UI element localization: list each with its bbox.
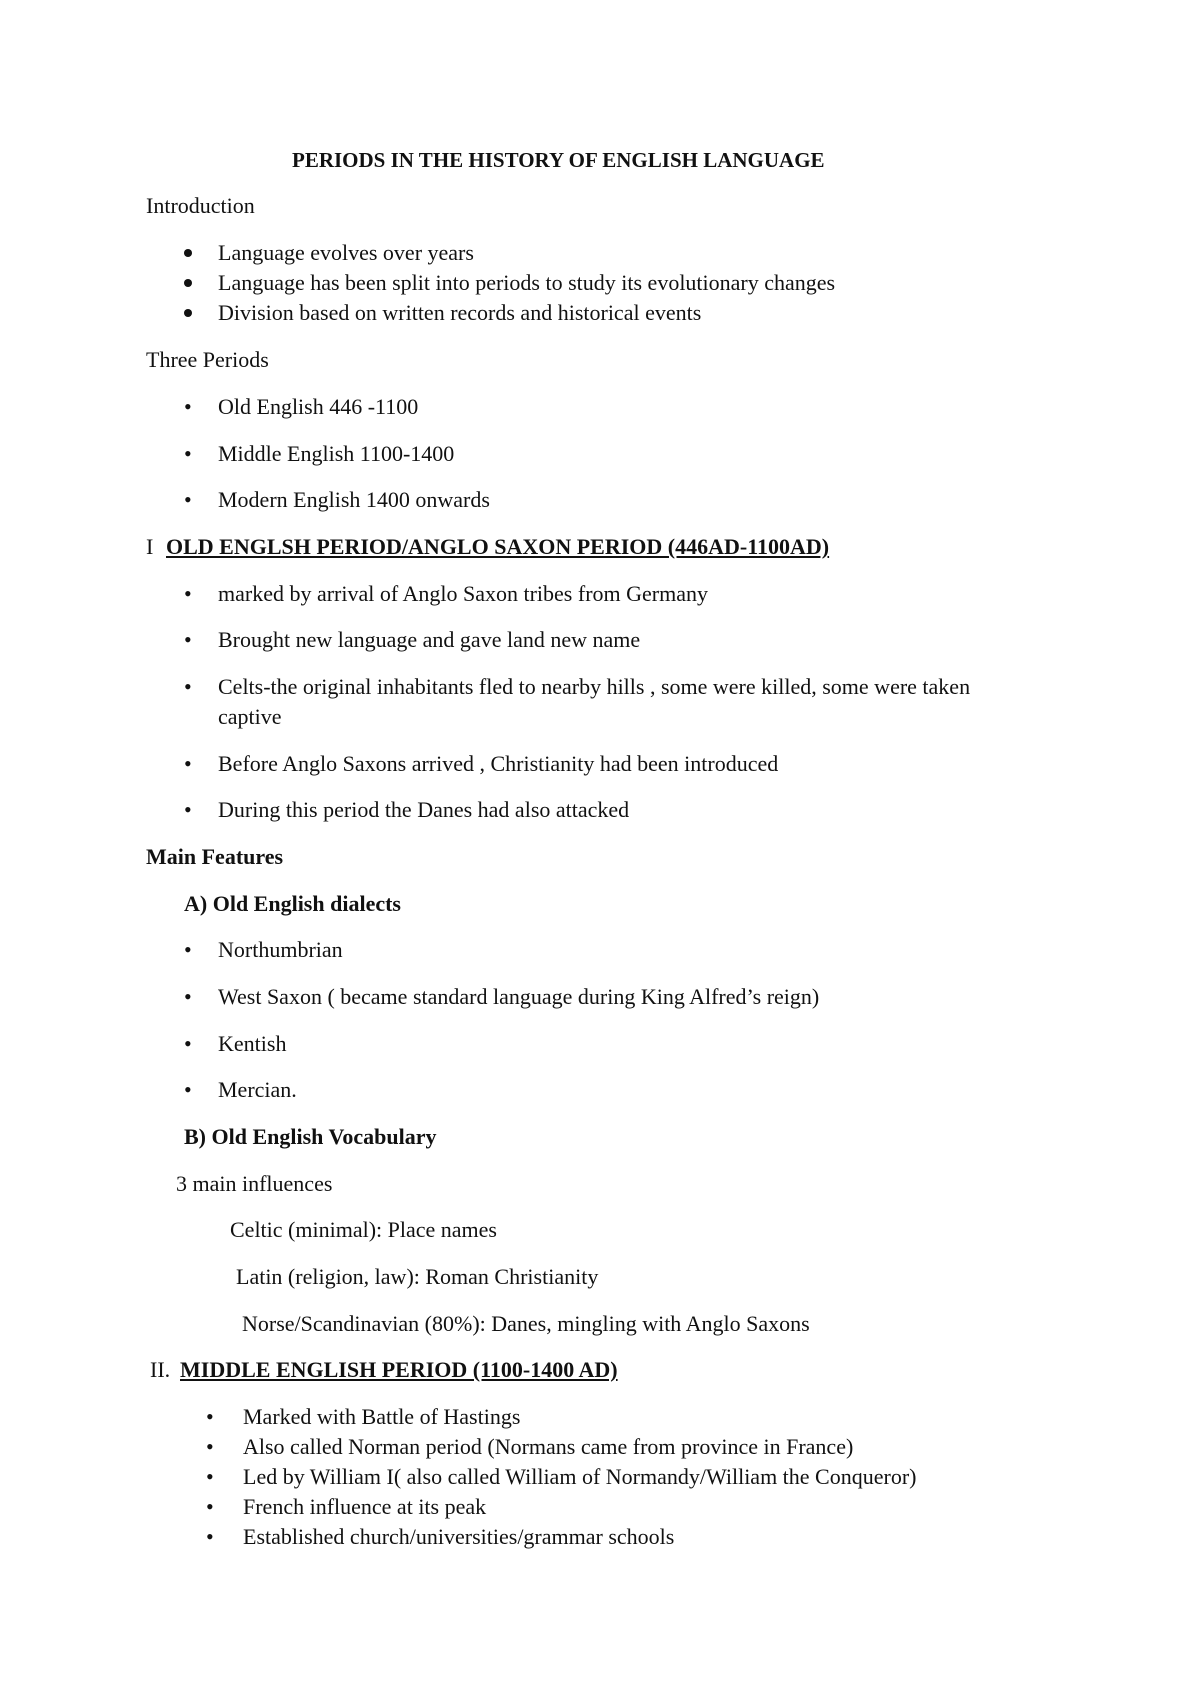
bullet-icon: •: [184, 984, 192, 1009]
bullet-icon: •: [184, 674, 192, 699]
bullet-icon: •: [184, 627, 192, 652]
bullet-icon: •: [184, 751, 192, 776]
bullet-icon: •: [184, 937, 192, 962]
list-item-continuation: captive: [218, 704, 282, 729]
bullet-icon: •: [184, 441, 192, 466]
list-item: During this period the Danes had also attacked: [218, 797, 630, 822]
influence-item: Latin (religion, law): Roman Christianity: [236, 1264, 599, 1289]
bullet-icon: •: [184, 487, 192, 512]
vocabulary-heading: B) Old English Vocabulary: [184, 1124, 437, 1149]
section-number: II.: [150, 1357, 171, 1382]
influence-item: Celtic (minimal): Place names: [230, 1217, 497, 1242]
list-item: Language has been split into periods to study its evolutionary changes: [218, 270, 836, 295]
list-item: Established church/universities/grammar schools: [243, 1524, 675, 1549]
bullet-icon: [184, 249, 192, 257]
bullet-icon: •: [184, 394, 192, 419]
bullet-icon: [184, 279, 192, 287]
list-item: Middle English 1100-1400: [218, 441, 455, 466]
influence-item: Norse/Scandinavian (80%): Danes, mingling with Anglo Saxons: [242, 1311, 810, 1336]
bullet-icon: •: [206, 1494, 214, 1519]
bullet-icon: •: [206, 1464, 214, 1489]
list-item: French influence at its peak: [243, 1494, 487, 1519]
list-item: Brought new language and gave land new name: [218, 627, 641, 652]
three-periods-heading: Three Periods: [146, 347, 269, 372]
list-item: Led by William I( also called William of Normandy/William the Conqueror): [243, 1464, 917, 1489]
list-item: Also called Norman period (Normans came from province in France): [243, 1434, 854, 1459]
list-item: Celts-the original inhabitants fled to nearby hills , some were killed, some were taken: [218, 674, 971, 699]
main-features-heading: Main Features: [146, 844, 284, 869]
list-item: Mercian.: [218, 1077, 297, 1102]
section-heading: OLD ENGLSH PERIOD/ANGLO SAXON PERIOD (446AD-1100AD): [166, 534, 830, 559]
bullet-icon: •: [206, 1434, 214, 1459]
bullet-icon: •: [184, 1077, 192, 1102]
list-item: Modern English 1400 onwards: [218, 487, 490, 512]
section-heading: MIDDLE ENGLISH PERIOD (1100-1400 AD): [180, 1357, 618, 1382]
dialects-heading: A) Old English dialects: [184, 891, 401, 916]
bullet-icon: •: [184, 1031, 192, 1056]
list-item: Kentish: [218, 1031, 287, 1056]
list-item: Old English 446 -1100: [218, 394, 419, 419]
bullet-icon: [184, 309, 192, 317]
bullet-icon: •: [184, 581, 192, 606]
list-item: Marked with Battle of Hastings: [243, 1404, 521, 1429]
influences-intro: 3 main influences: [176, 1171, 333, 1196]
bullet-icon: •: [184, 797, 192, 822]
list-item: Northumbrian: [218, 937, 343, 962]
bullet-icon: •: [206, 1524, 214, 1549]
bullet-icon: •: [206, 1404, 214, 1429]
list-item: Language evolves over years: [218, 240, 474, 265]
page-title: PERIODS IN THE HISTORY OF ENGLISH LANGUAGE: [292, 148, 825, 172]
list-item: marked by arrival of Anglo Saxon tribes from Germany: [218, 581, 708, 606]
list-item: West Saxon ( became standard language during King Alfred’s reign): [218, 984, 820, 1009]
section-number: I: [146, 534, 154, 559]
list-item: Division based on written records and historical events: [218, 300, 702, 325]
intro-heading: Introduction: [146, 193, 255, 218]
list-item: Before Anglo Saxons arrived , Christianity had been introduced: [218, 751, 779, 776]
